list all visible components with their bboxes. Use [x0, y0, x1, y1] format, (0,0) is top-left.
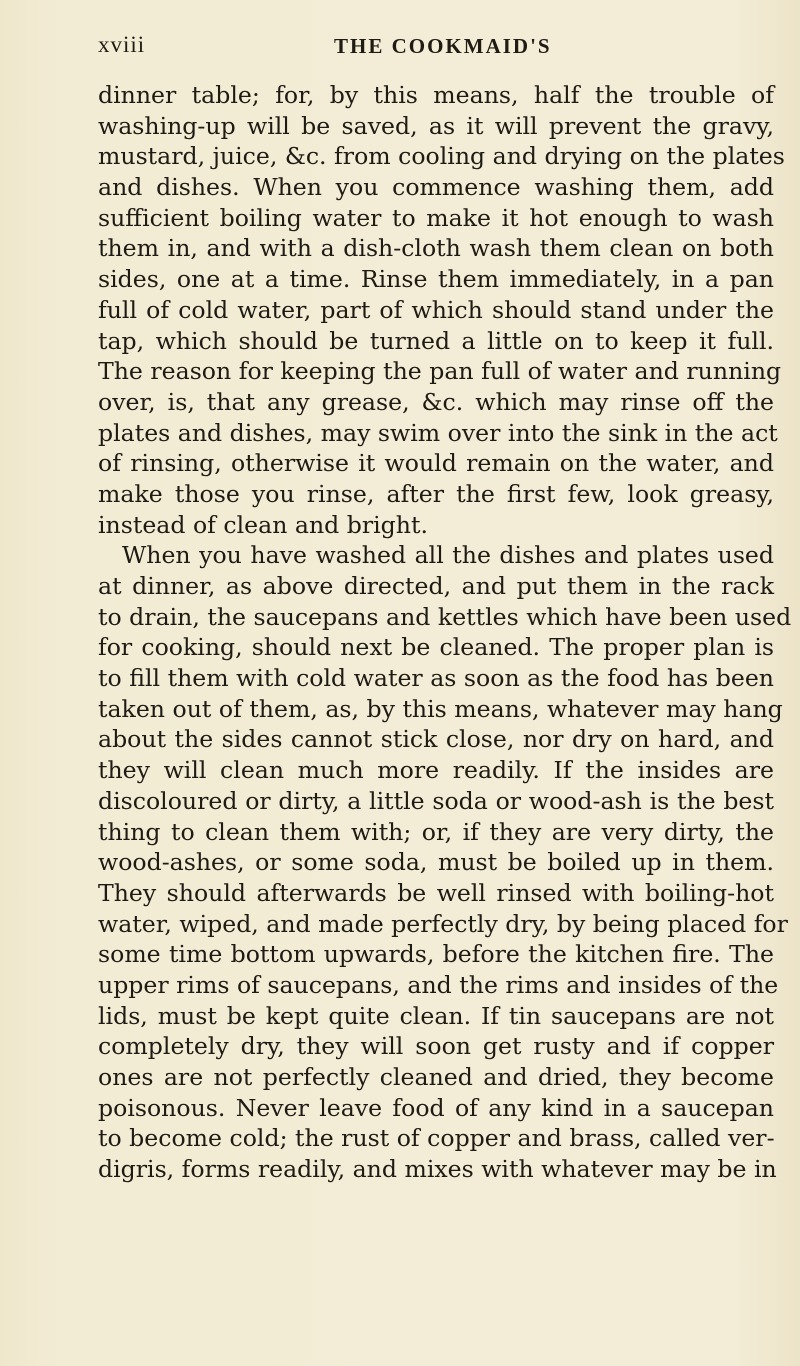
text-line: wood-ashes, or some soda, must be boiled up in them. — [98, 848, 774, 877]
text-line: full of cold water, part of which should stand under the — [98, 295, 774, 324]
text-line: at dinner, as above directed, and put them in the rack — [98, 572, 774, 600]
text-line: and dishes. When you commence washing them, add — [98, 173, 774, 202]
text-line: thing to clean them with; or, if they are very dirty, the — [98, 817, 774, 846]
text-line: for cooking, should next be cleaned. The proper plan is — [98, 633, 774, 662]
text-line: sides, one at a time. Rinse them immediately, in a pan — [98, 265, 774, 294]
text-line: of rinsing, otherwise it would remain on the water, and — [98, 449, 774, 478]
text-line: to drain, the saucepans and kettles which have been used — [98, 602, 792, 631]
text-line: make those you rinse, after the first few, look greasy, — [98, 479, 774, 508]
text-line: lids, must be kept quite clean. If tin saucepans are not — [98, 1001, 774, 1030]
text-line: poisonous. Never leave food of any kind in a saucepan — [98, 1093, 774, 1122]
text-line: to fill them with cold water as soon as the food has been — [98, 664, 774, 693]
running-head — [98, 30, 788, 66]
text-line: dinner table; for, by this means, half the trouble of — [98, 81, 774, 109]
text-line: discoloured or dirty, a little soda or wood-ash is the best — [98, 786, 774, 815]
text-line: completely dry, they will soon get rusty and if copper — [98, 1032, 774, 1061]
text-line: instead of clean and bright. — [98, 510, 428, 539]
text-line: they will clean much more readily. If the insides are — [98, 756, 774, 785]
text-line: water, wiped, and made perfectly dry, by being placed for — [98, 909, 788, 938]
text-line: them in, and with a dish-cloth wash them clean on both — [98, 234, 774, 263]
text-line: upper rims of saucepans, and the rims and insides of the — [98, 970, 779, 999]
text-line: sufficient boiling water to make it hot enough to wash — [98, 203, 774, 232]
text-line: The reason for keeping the pan full of water and running — [98, 357, 782, 386]
text-line: tap, which should be turned a little on to keep it full. — [98, 326, 774, 355]
text-line: taken out of them, as, by this means, whatever may hang — [98, 694, 783, 723]
text-line: some time bottom upwards, before the kitchen fire. The — [98, 940, 774, 969]
body-text — [98, 80, 792, 1185]
text-line: ones are not perfectly cleaned and dried, they become — [98, 1063, 774, 1091]
text-line: When you have washed all the dishes and plates used — [122, 541, 774, 570]
running-title: THE COOKMAID'S — [334, 34, 552, 58]
text-line: washing-up will be saved, as it will prevent the gravy, — [98, 111, 774, 140]
text-line: over, is, that any grease, &c. which may rinse off the — [98, 387, 774, 416]
text-line: digris, forms readily, and mixes with whatever may be in — [98, 1155, 777, 1184]
page-number: xviii — [98, 32, 146, 57]
text-line: to become cold; the rust of copper and brass, called ver- — [98, 1124, 775, 1153]
text-line: plates and dishes, may swim over into the sink in the act — [98, 418, 778, 447]
text-line: mustard, juice, &c. from cooling and drying on the plates — [98, 142, 785, 171]
text-line: about the sides cannot stick close, nor dry on hard, and — [98, 725, 774, 754]
text-line: They should afterwards be well rinsed with boiling-hot — [98, 878, 774, 907]
